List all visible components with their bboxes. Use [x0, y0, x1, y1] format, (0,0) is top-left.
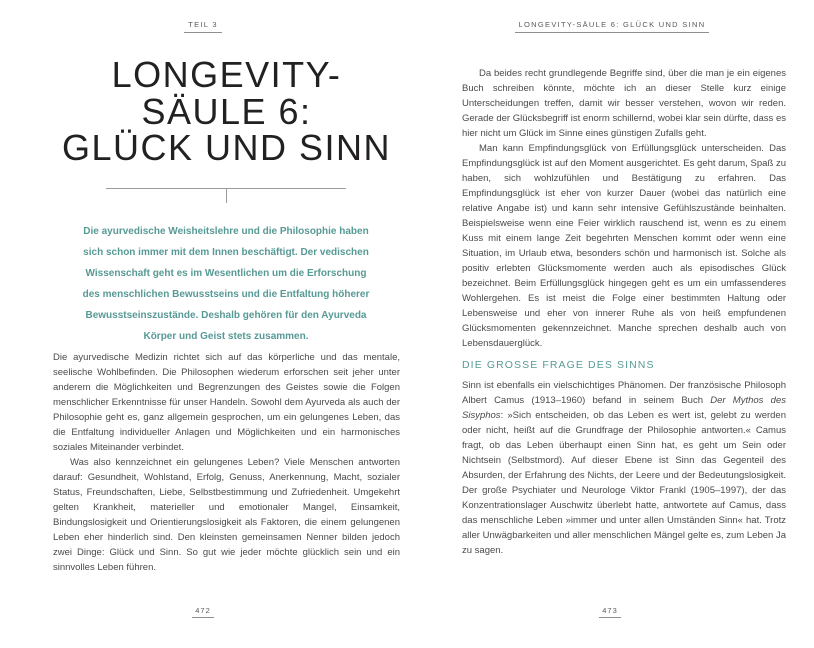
- body-text-right: [462, 66, 786, 558]
- chapter-title-line-1: LONGEVITY-: [111, 54, 342, 95]
- title-rule-ornament: [106, 188, 346, 189]
- page-number-left-text: 472: [192, 606, 214, 618]
- running-head-right-text: LONGEVITY-SÄULE 6: GLÜCK UND SINN: [515, 20, 710, 33]
- paragraph: Sinn ist ebenfalls ein vielschichtiges Phänomen. Der französische Philosoph Albert Camus (1913–1960) befand in seinem Buch Der Mythos des Sisyphos: »Sich entscheiden, ob das Leben es wert ist, gelebt zu werden oder nicht, heißt auf die Grundfrage der Philosophie antworten.« Camus fragt, ob das Leben überhaupt einen Sinn hat, es geht um Sein oder Nichtsein (Selbstmord). Auf dieser Ebene ist Sinn das Gegenteil des Absurden, der Erfahrung des Nichts, der Leere und der Bedeutungslosigkeit. Der große Psychiater und Neurologe Viktor Frankl (1905–1997), der das Konzentrationslager Auschwitz überlebt hatte, antwortete auf Camus, dass das menschliche Leben »immer und unter allen Umständen Sinn« hat. Trotz aller Unwägbarkeiten und aller menschlichen Mängel gelte es, zum Leben Ja zu sagen.: [462, 380, 786, 556]
- paragraph: Die ayurvedische Medizin richtet sich auf das körperliche und das mentale, seelische Wohlbefinden. Die Philosophen wiederum erforschen seit jeher unter anderem die Möglichkeiten und Begrenzungen des Geistes sowie die Folgen menschlicher Erkenntnisse für unser Handeln. Sowohl dem Ayurveda als auch der Philosophie geht es, ganz allgemein gesprochen, um ein gelungenes Leben, das die Entfaltung individueller Anlagen und Möglichkeiten und ein harmonisches soziales Miteinander verbindet.: [53, 352, 400, 453]
- running-head-left: [53, 20, 353, 33]
- paragraph: Da beides recht grundlegende Begriffe sind, über die man je ein eigenes Buch schreiben könnte, möchte ich an dieser Stelle kurz einige Unterscheidungen treffen, damit wir besser verstehen, wovon wir reden. Gerade der Glücksbegriff ist enorm schillernd, wobei klar sein dürfte, dass es hier nicht um Glück im Sinne eines günstigen Zufalls geht.: [462, 68, 786, 139]
- page-number-right-text: 473: [599, 606, 621, 618]
- title-rule-center-tick: [226, 189, 227, 203]
- chapter-title: [53, 54, 400, 168]
- chapter-intro-text: Die ayurvedische Weisheitslehre und die Philosophie haben sich schon immer mit dem Innen beschäftigt. Der vedischen Wissenschaft geht es im Wesentlichen um die Erforschung des menschlichen Bewusstseins und die Entfaltung höherer Bewusstseinszustände. Deshalb gehören für den Ayurveda Körper und Geist stets zusammen.: [82, 226, 370, 342]
- body-text-left: [53, 350, 400, 575]
- section-heading: DIE GROSSE FRAGE DES SINNS: [462, 359, 655, 371]
- page-number-right: [462, 606, 758, 618]
- chapter-title-line-2: SÄULE 6:: [141, 90, 312, 132]
- paragraph: Man kann Empfindungsglück von Erfüllungsglück unterscheiden. Das Empfindungsglück ist auf den Moment ausgerichtet. Es geht darum, Spaß zu haben, sich wohlzufühlen und Bestätigung zu erfahren. Das Empfindungsglück ist eher von kurzer Dauer (wobei das natürlich eine relative Angabe ist) und kann sehr intensive Gefühlszustände beinhalten. Beispielsweise wenn eine Feier wirklich rauschend ist, wenn es zu einem Kuss mit einem lange Zeit begehrten Menschen kommt oder wenn eine Situation, im Urlaub etwa, besonders schön und harmonisch ist. Solche als positiv erlebten Glücksmomente werden auch als episodisches Glück bezeichnet. Beim Erfüllungsglück hingegen geht es um ein umfassenderes Wohlergehen. Es ist meist die Folge einer bestimmten Haltung oder Lebensweise und eher von innerer Ruhe als von heiß empfundenen Glücksmomenten gekennzeichnet. Manche sprechen deshalb auch von Lebensdauerglück.: [462, 143, 786, 349]
- paragraph: Was also kennzeichnet ein gelungenes Leben? Viele Menschen antworten darauf: Gesundheit, Wohlstand, Erfolg, Genuss, Anerkennung, Macht, sozialer Status, Freundschaften, Liebe, Selbstbestimmung und Zufriedenheit. Umgekehrt gelten Krankheit, materieller und emotionaler Mangel, Einsamkeit, Bindungslosigkeit und Orientierungslosigkeit als Faktoren, die einem gelungenen Leben eher hinderlich sind. Den kleinsten gemeinsamen Nenner bilden jedoch zwei Dinge: Glück und Sinn. So gut wie jeder möchte glücklich sein und ein sinnvolles Leben führen.: [53, 457, 400, 573]
- page-right: [462, 0, 786, 648]
- running-head-right: [462, 20, 762, 33]
- page-number-left: [53, 606, 353, 618]
- chapter-title-line-3: GLÜCK UND SINN: [61, 127, 392, 168]
- page-left: [53, 0, 400, 648]
- running-head-left-text: TEIL 3: [184, 20, 222, 33]
